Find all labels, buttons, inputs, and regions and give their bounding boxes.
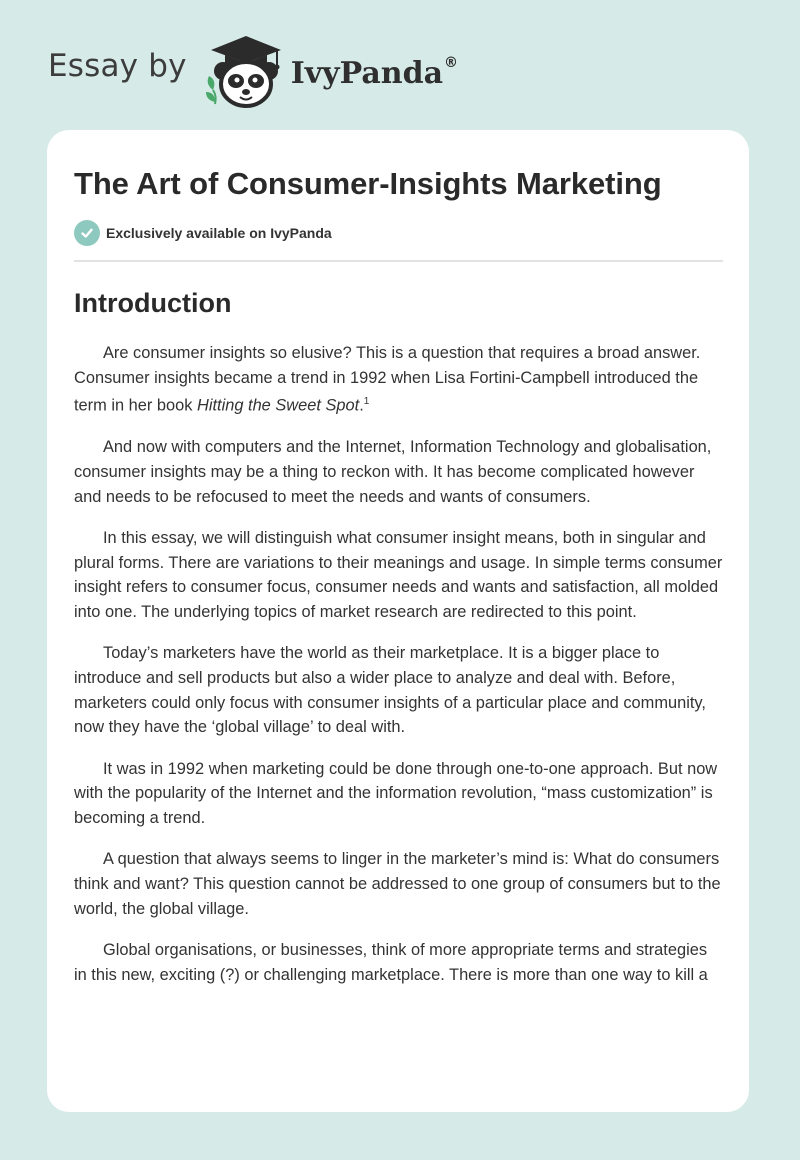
brand-name [291, 55, 458, 91]
essay-card [47, 130, 749, 1112]
paragraph-text: Are consumer insights so elusive? This is a question that requires a broad answer. Consumer insights became a trend in 1992 when Lisa Fortini-Campbell introduced the term in her book [74, 344, 701, 415]
exclusive-badge-label: Exclusively available on IvyPanda [106, 225, 332, 241]
paragraph: A question that always seems to linger in the marketer’s mind is: What do consumers think and want? This question cannot be addressed to one group of consumers but to the world, the global village. [74, 850, 721, 918]
essay-content [74, 162, 723, 988]
paragraph: Global organisations, or businesses, think of more appropriate terms and strategies in this new, exciting (?) or challenging marketplace. There is more than one way to kill a [74, 941, 708, 984]
essay-by-label: Essay by [48, 48, 187, 84]
paragraph: And now with computers and the Internet, Information Technology and globalisation, consumer insights may be a thing to reckon with. It has become complicated however and needs to be refocused to meet the needs and wants of consumers. [74, 438, 712, 506]
registered-mark: ® [444, 55, 459, 71]
checkmark-circle-icon [74, 220, 100, 246]
section-heading: Introduction [74, 288, 232, 318]
paragraph: It was in 1992 when marketing could be done through one-to-one approach. But now with the popularity of the Internet and the information revolution, “mass customization” is becoming a trend. [74, 759, 718, 828]
paragraph-text: . [359, 396, 364, 415]
panda-logo-icon [203, 30, 289, 112]
book-title: Hitting the Sweet Spot [197, 396, 360, 415]
divider [74, 260, 723, 262]
essay-title: The Art of Consumer-Insights Marketing [74, 166, 662, 201]
paragraph: Today’s marketers have the world as their marketplace. It is a bigger place to introduce and sell products but also a wider place to analyze and deal with. Before, marketers could only focus with consumer insights of a particular place and community, now they have the ‘global village’ to deal with. [74, 644, 706, 737]
brand-name-text: IvyPanda [290, 56, 444, 91]
footnote-link[interactable]: 1 [363, 396, 370, 408]
exclusive-badge [74, 220, 723, 246]
paragraph [74, 341, 723, 419]
site-header [48, 30, 458, 112]
paragraph: In this essay, we will distinguish what consumer insight means, both in singular and plural forms. There are variations to their meanings and usage. In simple terms consumer insight refers to consumer focus, consumer needs and wants and satisfaction, all molded into one. The underlying topics of market research are redirected to this point. [74, 528, 723, 621]
